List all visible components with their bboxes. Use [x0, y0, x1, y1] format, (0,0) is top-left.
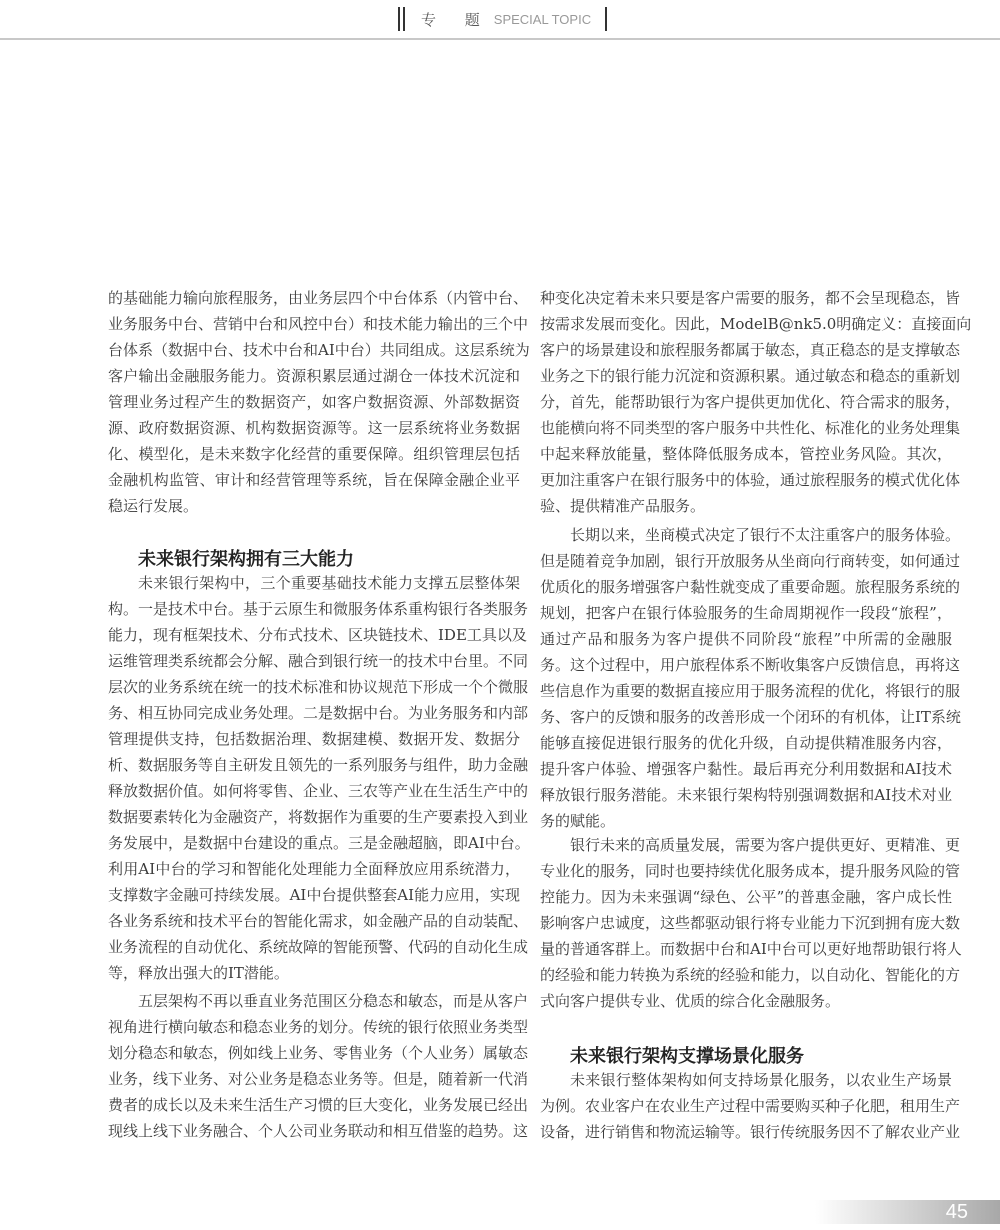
text-line: 金融机构监管、审计和经营管理等系统，旨在保障金融企业平 — [108, 471, 520, 489]
text-line: 量的普通客群上。而数据中台和AI中台可以更好地帮助银行将人 — [540, 940, 962, 958]
paragraph — [540, 1067, 961, 1145]
paragraph — [108, 988, 529, 1144]
text-line: 释放银行服务潜能。未来银行架构特别强调数据和AI技术对业 — [540, 786, 952, 804]
paragraph — [108, 570, 530, 986]
text-line: 管理业务过程产生的数据资产，如客户数据资源、外部数据资 — [108, 393, 520, 411]
text-line: 能力，现有框架技术、分布式技术、区块链技术、IDE工具以及 — [108, 626, 527, 644]
text-line: 控能力。因为未来强调“绿色、公平”的普惠金融，客户成长性 — [540, 888, 952, 906]
text-line: 析、数据服务等自主研发且领先的一系列服务与组件，助力金融 — [108, 756, 529, 774]
text-line: 中起来释放能量，整体降低服务成本，管控业务风险。其次， — [540, 445, 952, 463]
text-line: 费者的成长以及未来生活生产习惯的巨大变化，业务发展已经出 — [108, 1096, 529, 1114]
text-line: 台体系（数据中台、技术中台和AI中台）共同组成。这层系统为 — [108, 341, 530, 359]
text-line: 客户的场景建设和旅程服务都属于敏态，真正稳态的是支撑敏态 — [540, 341, 961, 359]
paragraph — [540, 832, 962, 1014]
page-number-bar — [815, 1200, 1000, 1224]
text-line: 能够直接促进银行服务的优化升级，自动提供精准服务内容， — [540, 734, 952, 752]
text-line: 的经验和能力转换为系统的经验和能力，以自动化、智能化的方 — [540, 966, 961, 984]
section-title-en: SPECIAL TOPIC — [493, 11, 592, 27]
text-line: 现线上线下业务融合、个人公司业务联动和相互借鉴的趋势。这 — [108, 1122, 529, 1140]
text-line: 通过产品和服务为客户提供不同阶段“旅程”中所需的金融服 — [540, 630, 952, 648]
right-column — [540, 0, 972, 1200]
text-line: 影响客户忠诚度，这些都驱动银行将专业能力下沉到拥有庞大数 — [540, 914, 961, 932]
text-line: 设备，进行销售和物流运输等。银行传统服务因不了解农业产业 — [540, 1123, 961, 1141]
text-line: 未来银行整体架构如何支持场景化服务，以农业生产场景 — [570, 1071, 952, 1089]
text-line: 数据要素转化为金融资产，将数据作为重要的生产要素投入到业 — [108, 808, 529, 826]
text-line: 式向客户提供专业、优质的综合化金融服务。 — [540, 992, 841, 1010]
text-line: 利用AI中台的学习和智能化处理能力全面释放应用系统潜力， — [108, 860, 520, 878]
text-line: 些信息作为重要的数据直接应用于服务流程的优化，将银行的服 — [540, 682, 961, 700]
text-line: 视角进行横向敏态和稳态业务的划分。传统的银行依照业务类型 — [108, 1018, 529, 1036]
page-number: 45 — [945, 1201, 968, 1223]
text-line: 银行未来的高质量发展，需要为客户提供更好、更精准、更 — [570, 836, 961, 854]
text-line: 规划，把客户在银行体验服务的生命周期视作一段段“旅程”， — [540, 604, 952, 622]
paragraph — [540, 285, 972, 519]
text-line: 为例。农业客户在农业生产过程中需要购买种子化肥，租用生产 — [540, 1097, 961, 1115]
text-line: 未来银行架构中，三个重要基础技术能力支撑五层整体架 — [138, 574, 520, 592]
text-line: 层次的业务系统在统一的技术标准和协议规范下形成一个个微服 — [108, 678, 529, 696]
text-line: 客户输出金融服务能力。资源积累层通过湖仓一体技术沉淀和 — [108, 367, 520, 385]
text-line: 业务服务中台、营销中台和风控中台）和技术能力输出的三个中 — [108, 315, 529, 333]
text-line: 支撑数字金融可持续发展。AI中台提供整套AI能力应用，实现 — [108, 886, 520, 904]
section-title-zh: 专 题 — [421, 10, 492, 29]
text-line: 等，释放出强大的IT潜能。 — [108, 964, 289, 982]
text-line: 按需求发展而变化。因此，ModelB@nk5.0明确定义：直接面向 — [540, 315, 972, 333]
section-heading: 未来银行架构支撑场景化服务 — [570, 1046, 804, 1067]
text-line: 管理提供支持，包括数据治理、数据建模、数据开发、数据分 — [108, 730, 520, 748]
text-line: 也能横向将不同类型的客户服务中共性化、标准化的业务处理集 — [540, 419, 961, 437]
text-line: 优质化的服务增强客户黏性就变成了重要命题。旅程服务系统的 — [540, 578, 961, 596]
text-line: 务发展中，是数据中台建设的重点。三是金融超脑，即AI中台。 — [108, 834, 530, 852]
left-column — [108, 0, 530, 1200]
text-line: 务的赋能。 — [540, 812, 616, 830]
section-heading: 未来银行架构拥有三大能力 — [138, 549, 354, 570]
text-line: 的基础能力输向旅程服务，由业务层四个中台体系（内管中台、 — [108, 289, 529, 307]
text-line: 验、提供精准产品服务。 — [540, 497, 706, 515]
text-line: 运维管理类系统都会分解、融合到银行统一的技术中台里。不同 — [108, 652, 529, 670]
text-line: 五层架构不再以垂直业务范围区分稳态和敏态，而是从客户 — [138, 992, 529, 1010]
text-line: 但是随着竞争加剧，银行开放服务从坐商向行商转变，如何通过 — [540, 552, 961, 570]
text-line: 务、相互协同完成业务处理。二是数据中台。为业务服务和内部 — [108, 704, 529, 722]
text-line: 化、模型化，是未来数字化经营的重要保障。组织管理层包括 — [108, 445, 520, 463]
paragraph — [108, 285, 530, 519]
text-line: 提升客户体验、增强客户黏性。最后再充分利用数据和AI技术 — [540, 760, 952, 778]
text-line: 构。一是技术中台。基于云原生和微服务体系重构银行各类服务 — [108, 600, 529, 618]
text-line: 各业务系统和技术平台的智能化需求，如金融产品的自动装配、 — [108, 912, 529, 930]
text-line: 长期以来，坐商模式决定了银行不太注重客户的服务体验。 — [570, 526, 961, 544]
text-line: 划分稳态和敏态，例如线上业务、零售业务（个人业务）属敏态 — [108, 1044, 529, 1062]
paragraph — [540, 522, 961, 834]
text-line: 业务流程的自动优化、系统故障的智能预警、代码的自动化生成 — [108, 938, 529, 956]
text-line: 更加注重客户在银行服务中的体验，通过旅程服务的模式优化体 — [540, 471, 961, 489]
text-line: 业务，线下业务、对公业务是稳态业务等。但是，随着新一代消 — [108, 1070, 529, 1088]
text-line: 务、客户的反馈和服务的改善形成一个闭环的有机体，让IT系统 — [540, 708, 961, 726]
text-line: 释放数据价值。如何将零售、企业、三农等产业在生活生产中的 — [108, 782, 529, 800]
text-line: 专业化的服务，同时也要持续优化服务成本，提升服务风险的管 — [540, 862, 961, 880]
text-line: 务。这个过程中，用户旅程体系不断收集客户反馈信息，再将这 — [540, 656, 961, 674]
text-line: 业务之下的银行能力沉淀和资源积累。通过敏态和稳态的重新划 — [540, 367, 961, 385]
text-line: 种变化决定着未来只要是客户需要的服务，都不会呈现稳态，皆 — [540, 289, 961, 307]
text-line: 分，首先，能帮助银行为客户提供更加优化、符合需求的服务， — [540, 393, 961, 411]
text-line: 稳运行发展。 — [108, 497, 199, 515]
text-line: 源、政府数据资源、机构数据资源等。这一层系统将业务数据 — [108, 419, 520, 437]
